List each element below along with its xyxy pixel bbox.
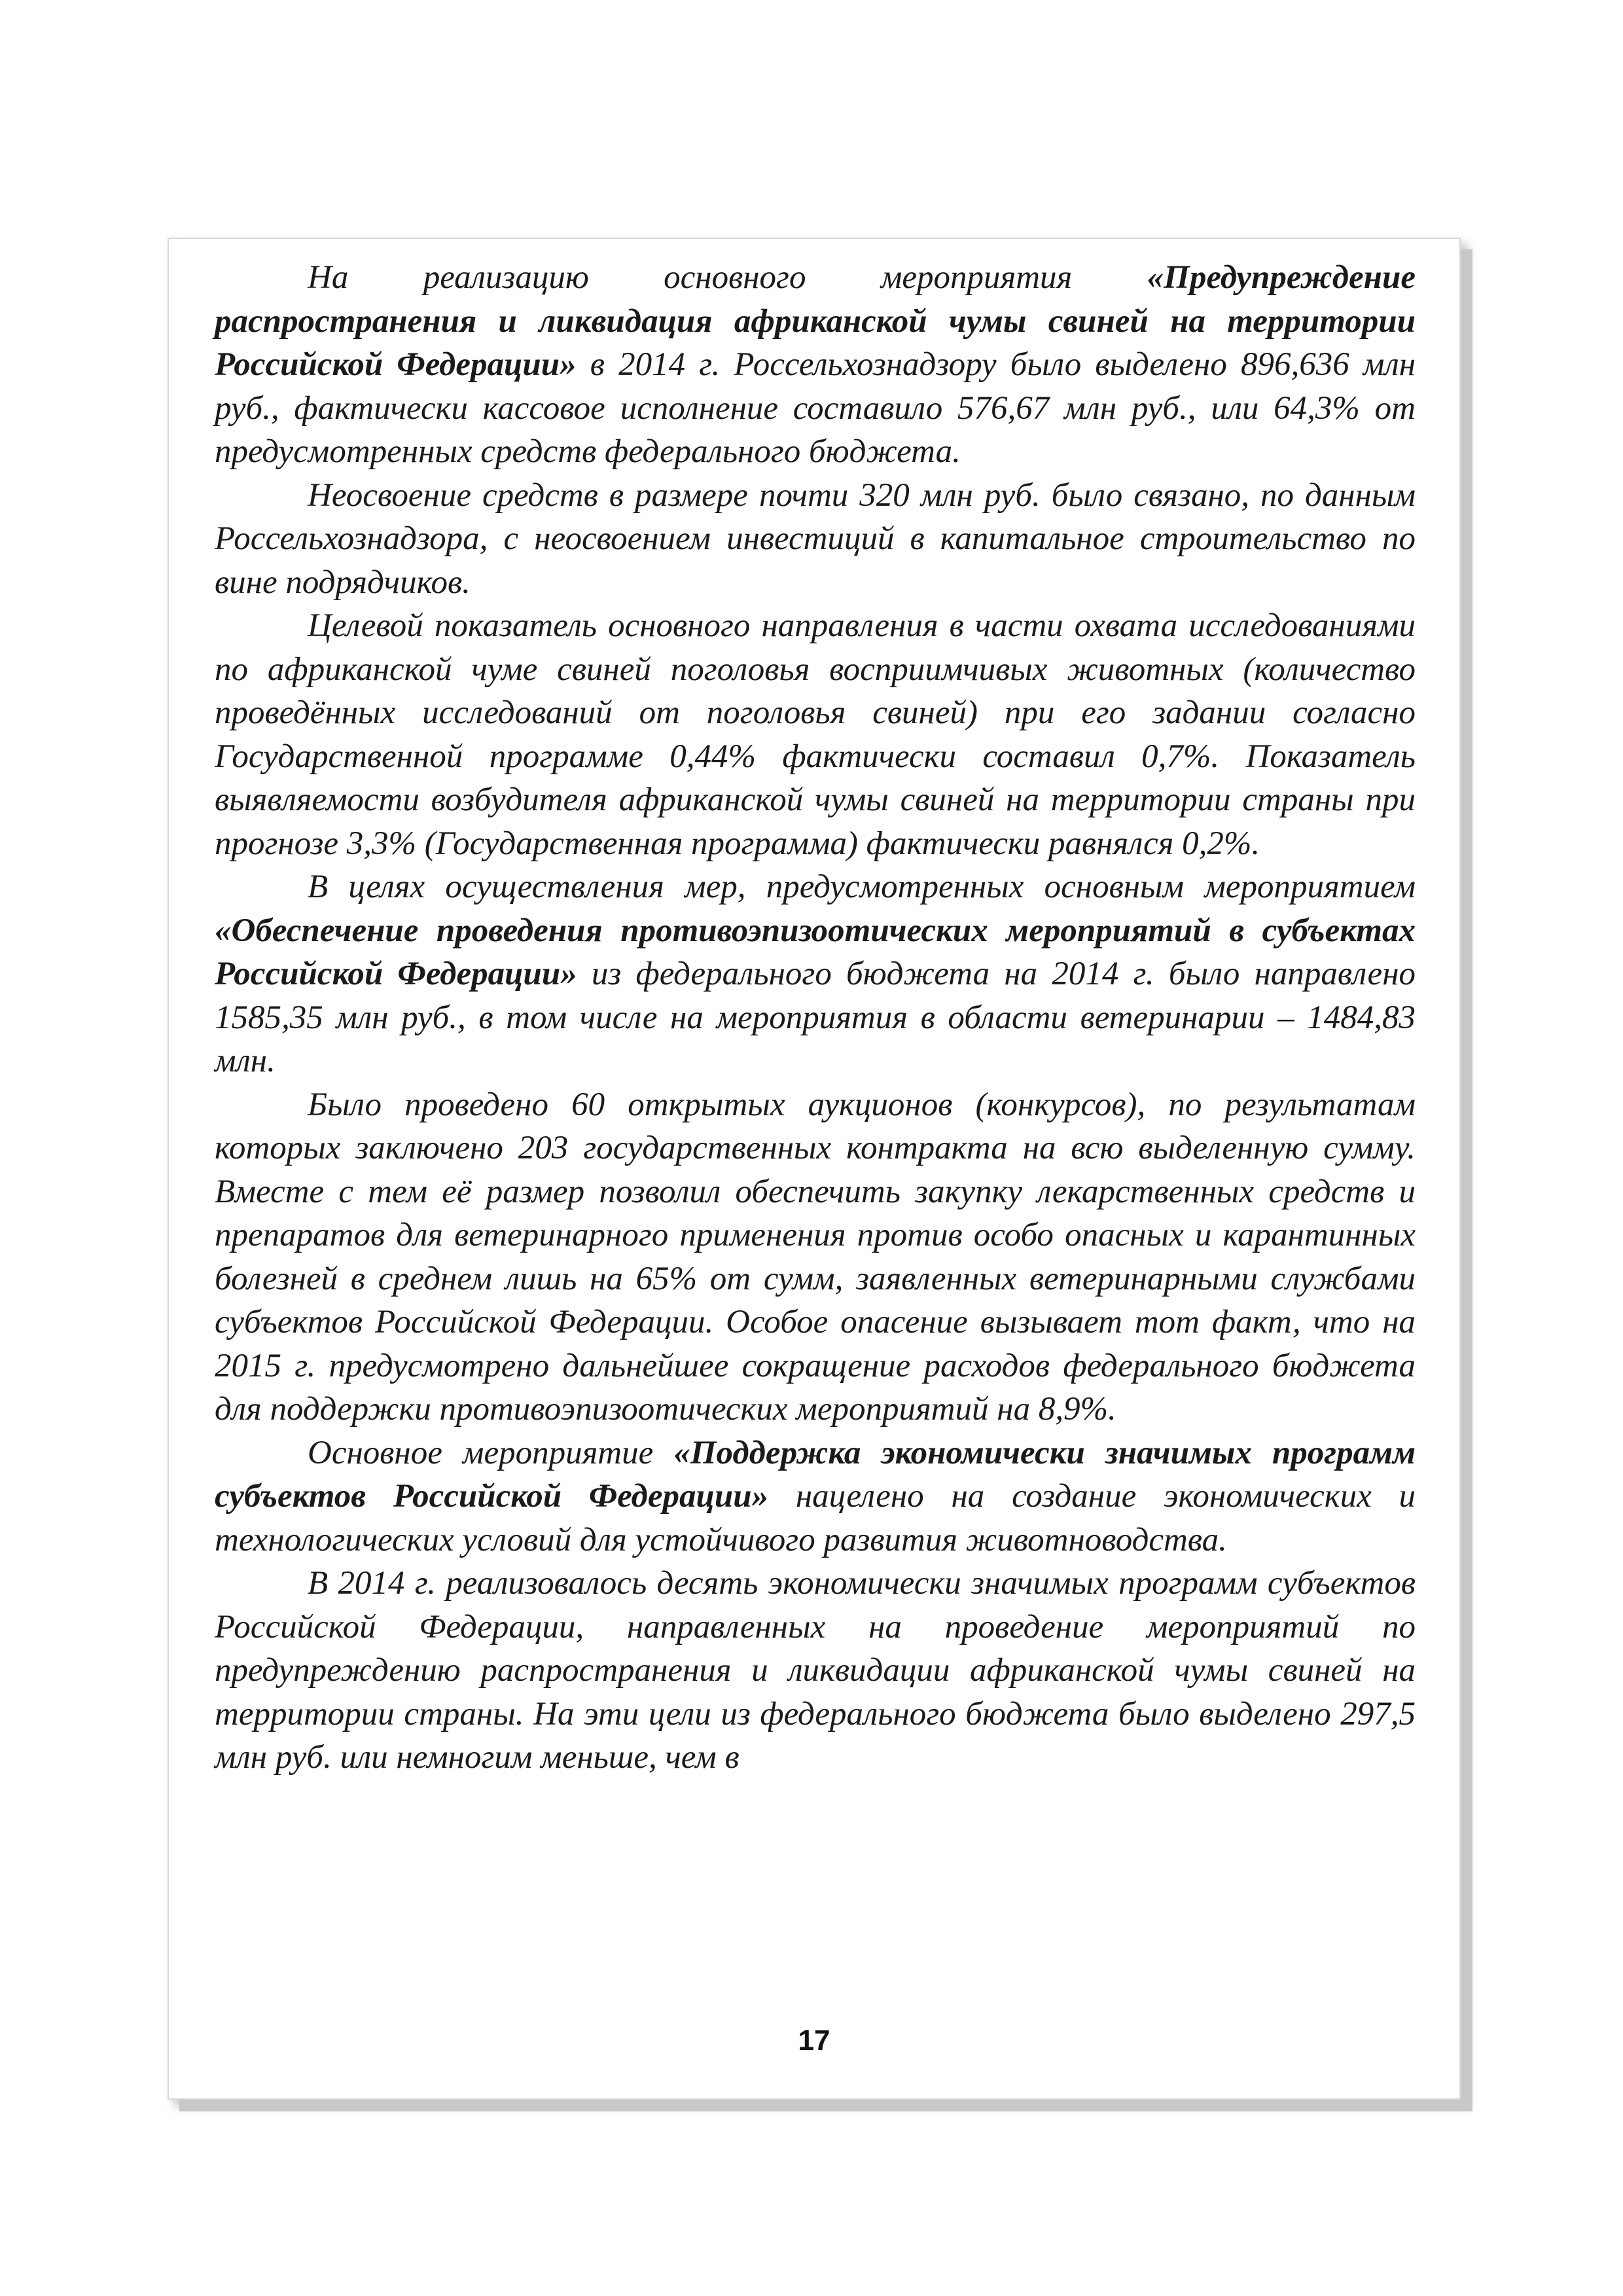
paragraph-1-text-2: в 2014 г. Россельхознадзору было выделено 896,636 млн руб., фактически кассовое исполнение составило 576,67 млн руб., или 64,3% от предусмотренных средств федерального бюджета.	[215, 346, 1416, 470]
paragraph-1-text-1: На реализацию основного мероприятия	[308, 259, 1147, 296]
paragraph-3	[215, 604, 1416, 865]
paragraph-1-bold-title: «Предупреждение распространения и ликвидация африканской чумы свиней на территории Российской Федерации»	[215, 259, 1416, 383]
paragraph-6-bold-title: «Поддержка экономически значимых программ субъектов Российской Федерации»	[215, 1434, 1416, 1515]
paragraph-2	[215, 474, 1416, 605]
paragraph-5-text-1: Было проведено 60 открытых аукционов (конкурсов), по результатам которых заключено 203 государственных контракта на всю выделенную сумму. Вместе с тем её размер позволил обеспечить закупку лекарственных средств и препаратов для ветеринарного применения против особо опасных и карантинных болезней в среднем лишь на 65% от сумм, заявленных ветеринарными службами субъектов Российской Федерации. Особое опасение вызывает тот факт, что на 2015 г. предусмотрено дальнейшее сокращение расходов федерального бюджета для поддержки противоэпизоотических мероприятий на 8,9%.	[215, 1086, 1416, 1427]
page-number: 17	[798, 2024, 830, 2056]
paragraph-5	[215, 1083, 1416, 1431]
paragraph-7	[215, 1562, 1416, 1780]
paragraph-1	[215, 256, 1416, 474]
page-frame	[168, 238, 1461, 2100]
body-text	[215, 256, 1416, 1780]
paragraph-4-text-2: из федерального бюджета на 2014 г. было направлено 1585,35 млн руб., в том числе на мероприятия в области ветеринарии – 1484,83 млн.	[215, 956, 1416, 1079]
paragraph-6-text-1: Основное мероприятие	[308, 1434, 674, 1471]
paragraph-6-text-2: нацелено на создание экономических и технологических условий для устойчивого развития животноводства.	[215, 1478, 1416, 1558]
paragraph-3-text-1: Целевой показатель основного направления в части охвата исследованиями по африканской чуме свиней поголовья восприимчивых животных (количество проведённых исследований от поголовья свиней) при его задании согласно Государственной программе 0,44% фактически составил 0,7%. Показатель выявляемости возбудителя африканской чумы свиней на территории страны при прогнозе 3,3% (Государственная программа) фактически равнялся 0,2%.	[215, 607, 1416, 862]
paragraph-6	[215, 1431, 1416, 1562]
paragraph-4-text-1: В целях осуществления мер, предусмотренных основным мероприятием	[308, 869, 1416, 905]
paragraph-4-bold-title: «Обеспечение проведения противоэпизоотических мероприятий в субъектах Российской Федерации»	[215, 912, 1416, 992]
paragraph-7-text-1: В 2014 г. реализовалось десять экономически значимых программ субъектов Российской Федерации, направленных на проведение мероприятий по предупреждению распространения и ликвидации африканской чумы свиней на территории страны. На эти цели из федерального бюджета было выделено 297,5 млн руб. или немногим меньше, чем в	[215, 1565, 1416, 1776]
paragraph-4	[215, 865, 1416, 1083]
paragraph-2-text-1: Неосвоение средств в размере почти 320 млн руб. было связано, по данным Россельхознадзора, с неосвоением инвестиций в капитальное строительство по вине подрядчиков.	[215, 476, 1416, 601]
